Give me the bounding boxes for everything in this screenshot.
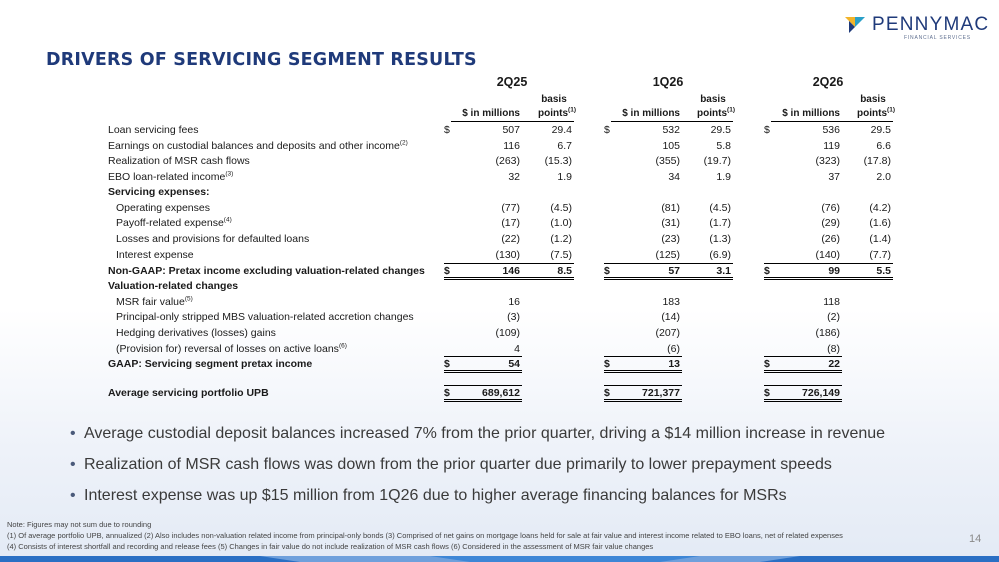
row-label: Hedging derivatives (losses) gains <box>116 327 276 339</box>
col-header-millions: $ in millions <box>462 108 520 119</box>
cell-basis-points: (4.5) <box>550 202 572 214</box>
row-label: Non-GAAP: Pretax income excluding valuation-related changes <box>108 265 425 277</box>
cell-value: (81) <box>661 202 680 214</box>
subtotal-rule <box>764 356 842 357</box>
period-header: 2Q25 <box>496 75 528 89</box>
cell-value: (31) <box>661 217 680 229</box>
cell-value: 22 <box>828 358 840 370</box>
cell-basis-points: 29.4 <box>551 124 572 136</box>
total-double-rule <box>444 277 574 280</box>
cell-basis-points: (1.2) <box>550 233 572 245</box>
header-rule <box>451 121 574 122</box>
row-label: Payoff-related expense$^{(4)}$ <box>116 216 232 229</box>
total-double-rule <box>604 370 682 373</box>
cell-basis-points: 29.5 <box>710 124 731 136</box>
cell-basis-points: 6.6 <box>876 140 891 152</box>
cell-basis-points: 2.0 <box>876 171 891 183</box>
cell-basis-points: 5.5 <box>876 265 891 277</box>
cell-value: (207) <box>655 327 680 339</box>
dollar-sign: $ <box>764 124 770 136</box>
cell-value: (323) <box>815 155 840 167</box>
cell-value: (6) <box>667 343 680 355</box>
cell-value: 105 <box>662 140 680 152</box>
dollar-sign: $ <box>604 265 610 277</box>
dollar-sign: $ <box>604 387 610 399</box>
logo-subtitle: FINANCIAL SERVICES <box>904 35 971 41</box>
cell-value: (22) <box>501 233 520 245</box>
subtotal-rule <box>604 263 733 264</box>
cell-value: 536 <box>822 124 840 136</box>
dollar-sign: $ <box>604 124 610 136</box>
col-header-bp-bottom: points$^{(1)}$ <box>857 106 895 119</box>
subtotal-rule <box>604 385 682 386</box>
cell-value: 37 <box>828 171 840 183</box>
row-label: Earnings on custodial balances and deposits and other income$^{(2)}$ <box>108 139 408 152</box>
cell-basis-points: 29.5 <box>870 124 891 136</box>
cell-value: (29) <box>821 217 840 229</box>
row-label: MSR fair value$^{(5)}$ <box>116 295 193 308</box>
cell-basis-points: 1.9 <box>716 171 731 183</box>
col-header-bp-bottom: points$^{(1)}$ <box>697 106 735 119</box>
col-header-bp-top: basis <box>541 94 567 105</box>
cell-value: 721,377 <box>642 387 680 399</box>
row-label: GAAP: Servicing segment pretax income <box>108 358 313 370</box>
cell-value: 99 <box>828 265 840 277</box>
cell-value: 34 <box>668 171 680 183</box>
cell-value: (130) <box>495 249 520 261</box>
dollar-sign: $ <box>444 358 450 370</box>
subtotal-rule <box>764 385 842 386</box>
subtotal-rule <box>444 263 574 264</box>
row-label: Servicing expenses: <box>108 186 210 198</box>
subtotal-rule <box>604 356 682 357</box>
cell-value: (23) <box>661 233 680 245</box>
header-rule <box>771 121 893 122</box>
cell-value: (14) <box>661 311 680 323</box>
cell-value: 4 <box>514 343 520 355</box>
cell-basis-points: 1.9 <box>557 171 572 183</box>
cell-basis-points: (1.7) <box>709 217 731 229</box>
subtotal-rule <box>444 385 522 386</box>
header-rule <box>611 121 733 122</box>
total-double-rule <box>604 277 733 280</box>
cell-value: (263) <box>495 155 520 167</box>
cell-value: 13 <box>668 358 680 370</box>
col-header-bp-top: basis <box>700 94 726 105</box>
cell-basis-points: 3.1 <box>716 265 731 277</box>
total-double-rule <box>444 370 522 373</box>
cell-value: 54 <box>508 358 520 370</box>
cell-basis-points: (7.7) <box>869 249 891 261</box>
cell-basis-points: (19.7) <box>703 155 731 167</box>
cell-value: (17) <box>501 217 520 229</box>
cell-value: 507 <box>502 124 520 136</box>
total-double-rule <box>444 399 522 402</box>
cell-basis-points: 8.5 <box>557 265 572 277</box>
cell-basis-points: (4.2) <box>869 202 891 214</box>
bullet-item: • Average custodial deposit balances increased 7% from the prior quarter, driving a $14 million increase in revenue <box>70 425 886 442</box>
cell-basis-points: (1.6) <box>869 217 891 229</box>
cell-value: (355) <box>655 155 680 167</box>
cell-value: 146 <box>502 265 520 277</box>
dollar-sign: $ <box>604 358 610 370</box>
logo-wordmark: PENNYMAC <box>872 14 990 35</box>
cell-value: (26) <box>821 233 840 245</box>
cell-basis-points: 5.8 <box>716 140 731 152</box>
dollar-sign: $ <box>764 265 770 277</box>
dollar-sign: $ <box>444 265 450 277</box>
cell-value: 16 <box>508 296 520 308</box>
cell-basis-points: (1.3) <box>709 233 731 245</box>
row-label: Realization of MSR cash flows <box>108 155 250 167</box>
cell-basis-points: 6.7 <box>557 140 572 152</box>
cell-basis-points: (7.5) <box>550 249 572 261</box>
bullet-item: • Realization of MSR cash flows was down from the prior quarter due primarily to lower prepayment speeds <box>70 456 832 473</box>
cell-value: 726,149 <box>802 387 840 399</box>
cell-value: 183 <box>662 296 680 308</box>
period-header: 2Q26 <box>812 75 844 89</box>
total-double-rule <box>764 399 842 402</box>
cell-value: (140) <box>815 249 840 261</box>
cell-basis-points: (1.0) <box>550 217 572 229</box>
row-label: Principal-only stripped MBS valuation-related accretion changes <box>116 311 414 323</box>
row-label: Average servicing portfolio UPB <box>108 387 269 399</box>
cell-value: (76) <box>821 202 840 214</box>
cell-value: 689,612 <box>482 387 520 399</box>
period-header: 1Q26 <box>652 75 684 89</box>
dollar-sign: $ <box>444 387 450 399</box>
col-header-millions: $ in millions <box>622 108 680 119</box>
total-double-rule <box>764 277 893 280</box>
cell-value: (3) <box>507 311 520 323</box>
cell-value: (109) <box>495 327 520 339</box>
row-label: Loan servicing fees <box>108 124 199 136</box>
bottom-decorative-band <box>0 556 999 562</box>
row-label: Interest expense <box>116 249 194 261</box>
col-header-millions: $ in millions <box>782 108 840 119</box>
cell-value: (8) <box>827 343 840 355</box>
cell-value: 57 <box>668 265 680 277</box>
cell-value: 118 <box>823 296 840 308</box>
col-header-bp-top: basis <box>860 94 886 105</box>
cell-value: 32 <box>508 171 520 183</box>
row-label: Losses and provisions for defaulted loans <box>116 233 310 245</box>
cell-basis-points: (17.8) <box>863 155 891 167</box>
cell-value: (77) <box>501 202 520 214</box>
cell-value: (125) <box>655 249 680 261</box>
slide-title: DRIVERS OF SERVICING SEGMENT RESULTS <box>46 50 477 70</box>
footnote-line: (4) Consists of interest shortfall and recording and release fees (5) Changes in fair value do not include realization of MSR cash flows (6) Considered in the assessment of MSR fair value changes <box>7 542 654 551</box>
cell-value: 532 <box>662 124 680 136</box>
col-header-bp-bottom: points$^{(1)}$ <box>538 106 576 119</box>
cell-basis-points: (6.9) <box>709 249 731 261</box>
total-double-rule <box>764 370 842 373</box>
cell-value: 119 <box>823 140 840 152</box>
row-label: (Provision for) reversal of losses on active loans$^{(6)}$ <box>116 342 347 355</box>
footnote-line: Note: Figures may not sum due to rounding <box>7 520 152 529</box>
cell-value: (2) <box>827 311 840 323</box>
total-double-rule <box>604 399 682 402</box>
cell-value: 116 <box>503 140 520 152</box>
row-label: Valuation-related changes <box>108 280 239 292</box>
cell-value: (186) <box>815 327 840 339</box>
dollar-sign: $ <box>764 358 770 370</box>
cell-basis-points: (15.3) <box>544 155 572 167</box>
bullet-item: • Interest expense was up $15 million from 1Q26 due to higher average financing balances for MSRs <box>70 487 787 504</box>
dollar-sign: $ <box>764 387 770 399</box>
dollar-sign: $ <box>444 124 450 136</box>
row-label: Operating expenses <box>116 202 210 214</box>
row-label: EBO loan-related income$^{(3)}$ <box>108 170 234 183</box>
page-number: 14 <box>969 533 982 545</box>
cell-basis-points: (4.5) <box>709 202 731 214</box>
cell-basis-points: (1.4) <box>869 233 891 245</box>
footnote-line: (1) Of average portfolio UPB, annualized (2) Also includes non-valuation related income from principal-only bonds (3) Comprised of net gains on mortgage loans held for sale at fair value and interest income related to EBO loans, net of related expenses <box>7 531 843 540</box>
subtotal-rule <box>444 356 522 357</box>
subtotal-rule <box>764 263 893 264</box>
